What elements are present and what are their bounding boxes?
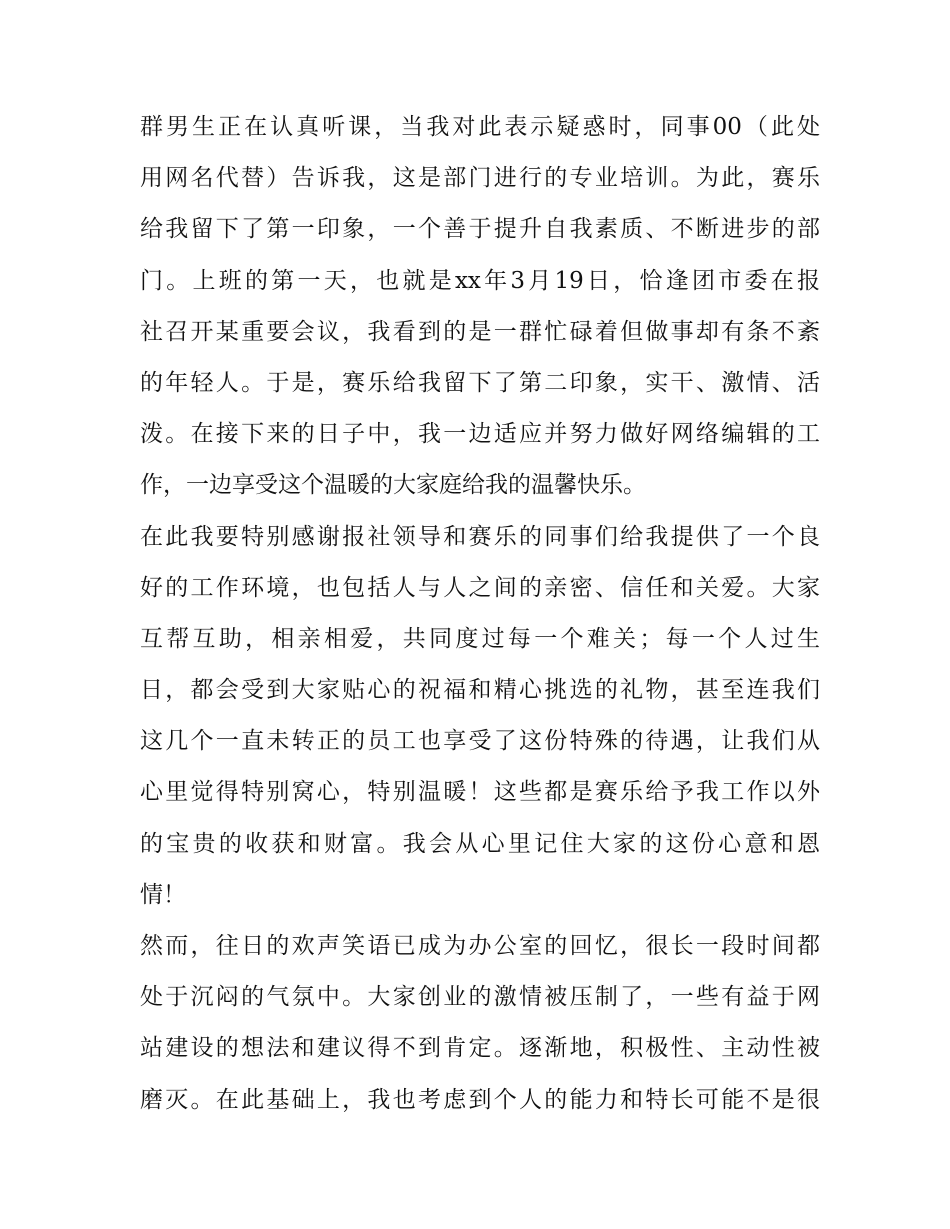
text-line: 社召开某重要会议，我看到的是一群忙碌着但做事却有条不紊 <box>140 318 820 345</box>
text-line: 然而，往日的欢声笑语已成为办公室的回忆，很长一段时间都 <box>140 933 820 959</box>
text-line: 站建设的想法和建议得不到肯定。逐渐地，积极性、主动性被 <box>140 1035 820 1062</box>
text-line: 互帮互助，相亲相爱，共同度过每一个难关；每一个人过生 <box>140 625 820 652</box>
text-line: 这几个一直未转正的员工也享受了这份特殊的待遇，让我们从 <box>140 728 820 755</box>
text-line: 门。上班的第一天，也就是xx年3月19日，恰逢团市委在报 <box>140 267 820 294</box>
text-line: 泼。在接下来的日子中，我一边适应并努力做好网络编辑的工 <box>140 421 820 448</box>
text-line: 的年轻人。于是，赛乐给我留下了第二印象，实干、激情、活 <box>140 369 820 396</box>
text-line: 的宝贵的收获和财富。我会从心里记住大家的这份心意和恩 <box>140 830 820 857</box>
text-line: 给我留下了第一印象，一个善于提升自我素质、不断进步的部 <box>140 216 820 243</box>
text-line: 磨灭。在此基础上，我也考虑到个人的能力和特长可能不是很 <box>140 1086 820 1113</box>
text-line: 在此我要特别感谢报社领导和赛乐的同事们给我提供了一个良 <box>140 523 820 550</box>
text-line: 群男生正在认真听课，当我对此表示疑惑时，同事00（此处 <box>140 114 820 140</box>
text-line: 处于沉闷的气氛中。大家创业的激情被压制了，一些有益于网 <box>140 984 820 1011</box>
text-line: 心里觉得特别窝心，特别温暖！这些都是赛乐给予我工作以外 <box>140 779 820 806</box>
text-line: 情！ <box>140 881 186 908</box>
text-line: 日，都会受到大家贴心的祝福和精心挑选的礼物，甚至连我们 <box>140 677 820 704</box>
text-line: 作，一边享受这个温暖的大家庭给我的温馨快乐。 <box>140 472 646 499</box>
text-line: 好的工作环境，也包括人与人之间的亲密、信任和关爱。大家 <box>140 574 820 601</box>
body-text <box>140 102 820 1126</box>
text-line: 用网名代替）告诉我，这是部门进行的专业培训。为此，赛乐 <box>140 165 820 192</box>
